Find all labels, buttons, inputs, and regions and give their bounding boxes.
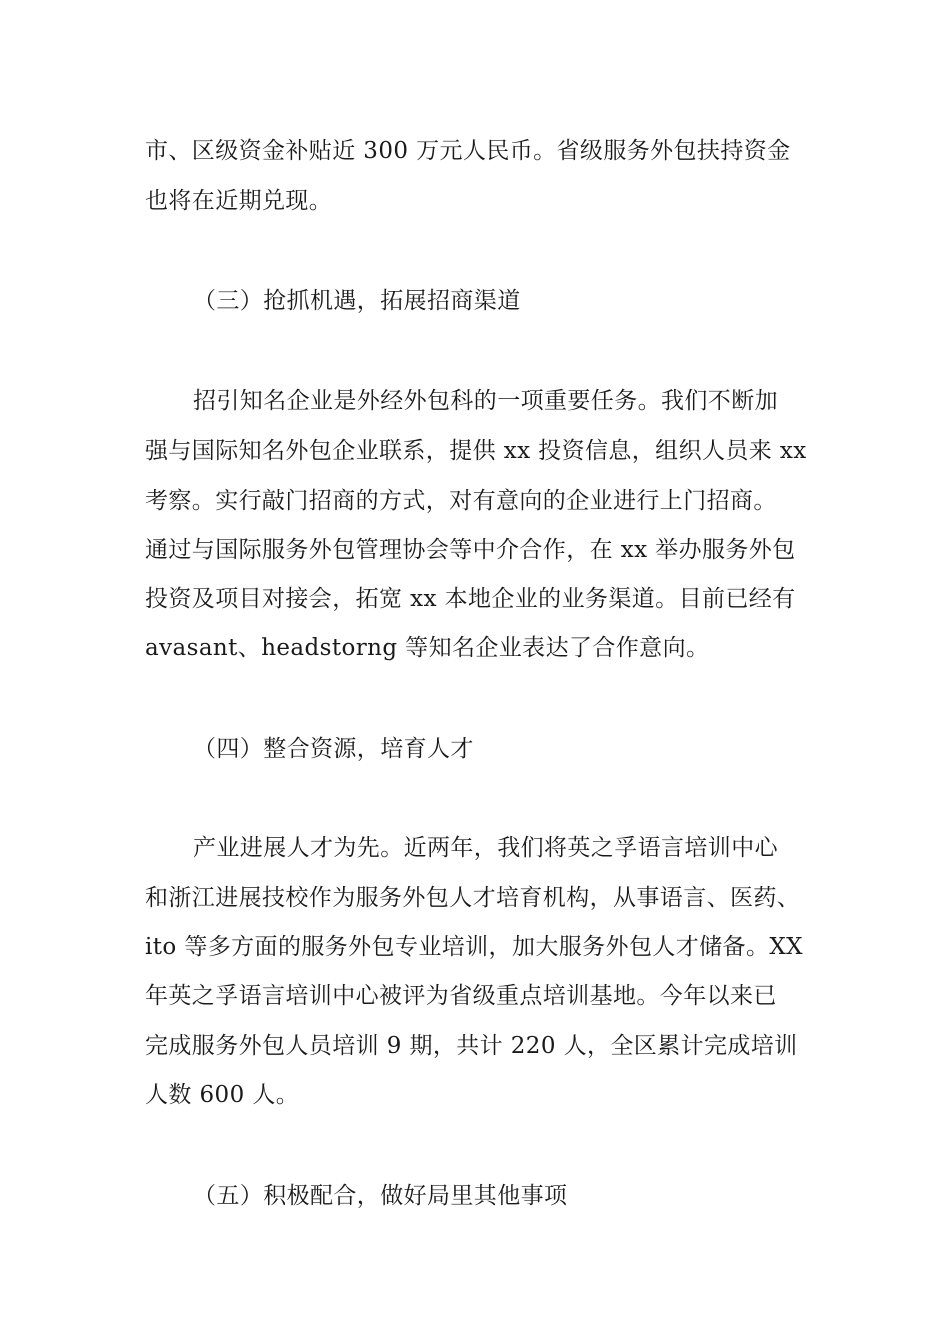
section-heading-5: （五）积极配合，做好局里其他事项	[193, 1183, 568, 1209]
section-heading-3: （三）抢抓机遇，拓展招商渠道	[193, 288, 521, 314]
paragraph-line: 投资及项目对接会，拓宽 xx 本地企业的业务渠道。目前已经有	[145, 586, 796, 612]
paragraph-line: avasant、headstorng 等知名企业表达了合作意向。	[145, 635, 710, 661]
paragraph-line: 通过与国际服务外包管理协会等中介合作，在 xx 举办服务外包	[145, 537, 796, 563]
paragraph-line: 也将在近期兑现。	[145, 188, 333, 214]
paragraph-line: 年英之孚语言培训中心被评为省级重点培训基地。今年以来已	[145, 983, 777, 1009]
paragraph-line: 考察。实行敲门招商的方式，对有意向的企业进行上门招商。	[145, 488, 777, 514]
paragraph-line: 完成服务外包人员培训 9 期，共计 220 人，全区累计完成培训	[145, 1033, 798, 1059]
paragraph-line: ito 等多方面的服务外包专业培训，加大服务外包人才储备。XX	[145, 934, 803, 960]
paragraph-line: 招引知名企业是外经外包科的一项重要任务。我们不断加	[193, 388, 778, 414]
paragraph-line: 市、区级资金补贴近 300 万元人民币。省级服务外包扶持资金	[145, 138, 791, 164]
paragraph-line: 和浙江进展技校作为服务外包人才培育机构，从事语言、医药、	[145, 885, 801, 911]
paragraph-line: 产业进展人才为先。近两年，我们将英之孚语言培训中心	[193, 835, 778, 861]
section-heading-4: （四）整合资源，培育人才	[193, 736, 474, 762]
paragraph-line: 人数 600 人。	[145, 1082, 300, 1108]
paragraph-line: 强与国际知名外包企业联系，提供 xx 投资信息，组织人员来 xx	[145, 438, 807, 464]
